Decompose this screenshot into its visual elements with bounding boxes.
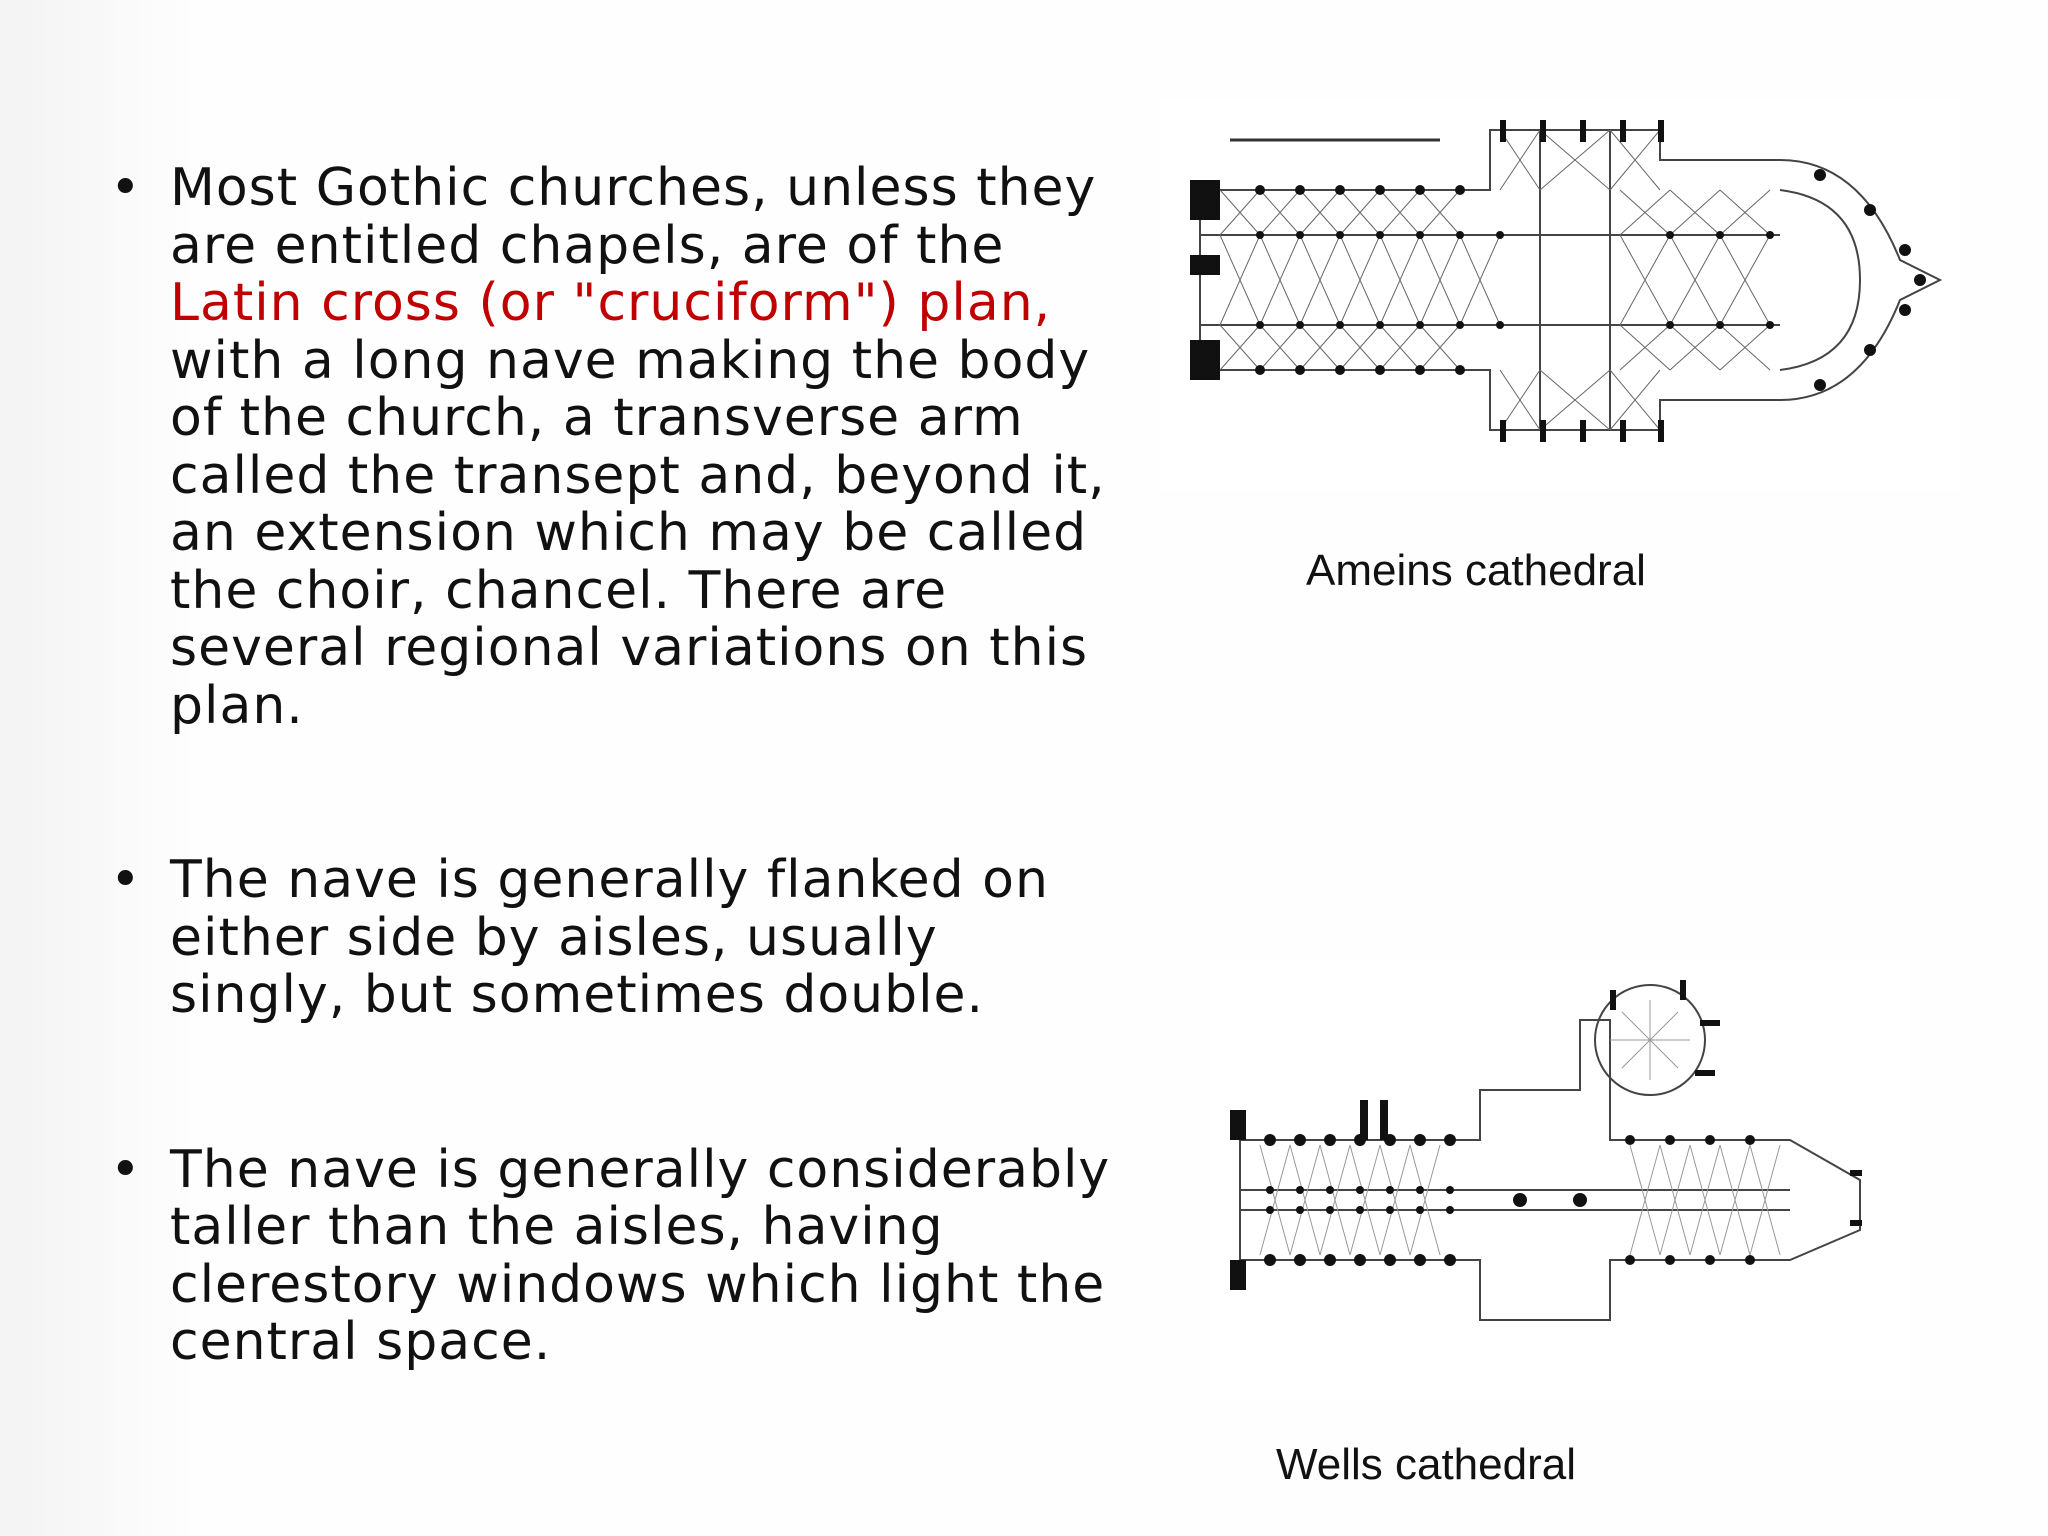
- wells-cathedral-plan: [1210, 960, 1910, 1400]
- bullet-dot: •: [110, 1139, 142, 1200]
- wells-caption: Wells cathedral: [1276, 1440, 1576, 1489]
- bullet-dot: •: [110, 850, 142, 910]
- bullet-1-text: Most Gothic churches, unless they are entitled chapels, are of the: [170, 158, 1097, 276]
- bullet-1-text-cont: with a long nave making the body of the church, a transverse arm called the transept and, beyond it, an extension which may be called the choir, chancel. There are several regional variations on this plan.: [170, 330, 1106, 736]
- bullet-list: [110, 160, 1130, 1372]
- bullet-2-text: The nave is generally flanked on either side by aisles, usually singly, but sometimes double.: [170, 850, 1049, 1025]
- bullet-dot: •: [110, 158, 142, 218]
- bullet-2: [110, 852, 1130, 1025]
- bullet-1-highlight: Latin cross (or "cruciform") plan,: [170, 273, 1052, 333]
- bullet-3-text: The nave is generally considerably taller than the aisles, having clerestory windows which light the central space.: [170, 1139, 1111, 1372]
- bullet-3: [110, 1139, 1130, 1372]
- bullet-1: [110, 160, 1130, 735]
- amiens-caption: Ameins cathedral: [1306, 546, 1646, 595]
- amiens-cathedral-plan: [1160, 100, 1960, 490]
